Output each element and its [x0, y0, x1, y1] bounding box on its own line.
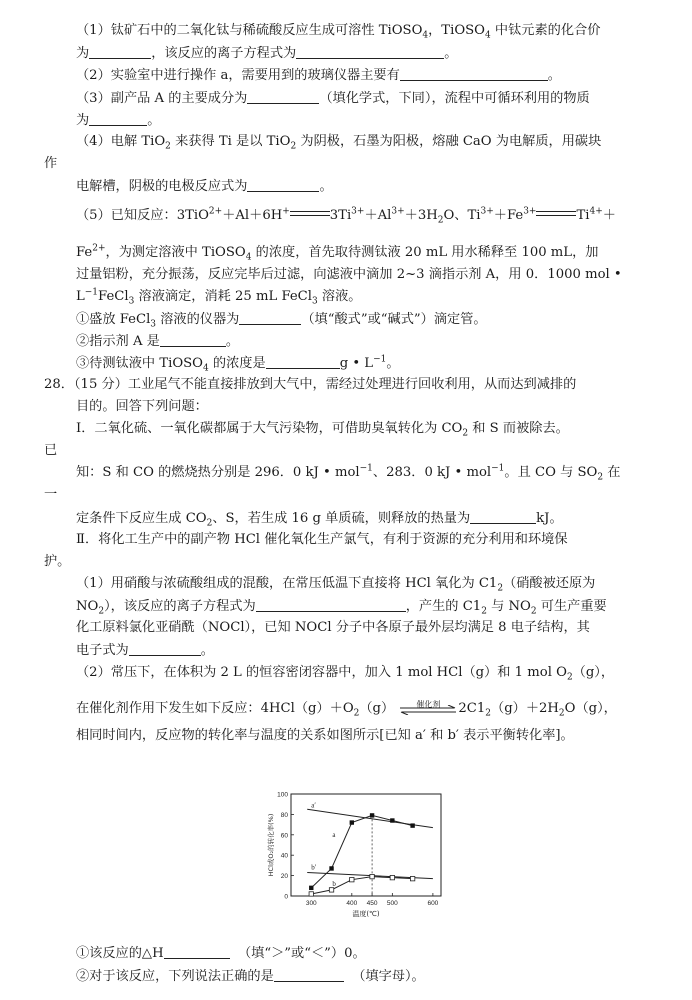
y-axis-label: HCl或O₂的转化率(%) — [267, 813, 275, 877]
q28-part1-line2: 知：S 和 CO 的燃烧热分别是 296．0 kJ • mol$^{-1}$、283．0 kJ • mol$^{-1}$。且 CO 与 $SO_2$ 在 — [76, 463, 621, 483]
q28-ii2-sub2: ②对于该反应，下列说法正确的是 （填字母）。 — [76, 969, 425, 984]
answer-blank[interactable] — [164, 944, 230, 959]
series-a-point — [309, 886, 313, 890]
q28-ii2-equation: 在催化剂作用下发生如下反应：$4HCl(g)+O_2(g)$ 催化剂 $2C1_2(g)+2H_2O(g)$， — [76, 696, 617, 718]
answer-blank[interactable] — [256, 597, 406, 612]
q27-sub3: ③待测钛液中 TiOSO$_4$ 的浓度是 g • $L^{-1}$。 — [76, 354, 400, 374]
y-tick-label: 80 — [280, 811, 288, 819]
q28-ii2-line3: 相同时间内，反应物的转化率与温度的关系如图所示[已知 a′ 和 b′ 表示平衡转化率]。 — [76, 728, 574, 743]
q28-part2-line1: Ⅱ．将化工生产中的副产物 HCl 催化氧化生产氯气，有利于资源的充分利用和环境保 — [76, 532, 568, 547]
answer-blank[interactable] — [247, 89, 319, 104]
answer-blank[interactable] — [400, 66, 548, 81]
q27-p1-line1: （1）钛矿石中的二氧化钛与稀硫酸反应生成可溶性 TiOSO$_4$，TiOSO$_4$ 中钛元素的化合价 — [76, 23, 601, 41]
q28-ii2-sub1: ①该反应的△H （填“＞”或“＜”）0。 — [76, 946, 366, 961]
series-name-label: b′ — [311, 863, 317, 872]
equals-arrow — [536, 208, 576, 220]
q28-heading: 28．（15 分）工业尾气不能直接排放到大气中，需经过处理进行回收利用，从而达到减排的 — [44, 377, 577, 392]
answer-blank[interactable] — [239, 310, 301, 325]
series-name-label: b — [332, 879, 336, 888]
q28-ii2-line1: （2）常压下，在体积为 2 L 的恒容密闭容器中，加入 1 mol HCl（g）和 1 mol $O_2(g)$， — [76, 665, 615, 683]
series-4-line — [311, 877, 412, 894]
x-axis-label: 温度(℃) — [352, 910, 380, 918]
series-a-point — [390, 818, 394, 822]
series-b-point — [350, 877, 354, 881]
series-b-point — [410, 876, 414, 880]
y-tick-label: 40 — [280, 852, 288, 860]
q28-ii1-line3: 化工原料氯化亚硝酰（NOCl），已知 NOCl 分子中各原子最外层均满足 8 电子结构，其 — [76, 620, 590, 635]
q27-p1-line2: 为 ，该反应的离子方程式为 。 — [76, 46, 458, 61]
x-tick-label: 500 — [386, 900, 398, 907]
answer-blank[interactable] — [247, 177, 319, 192]
q28-ii1-line4: 电子式为 。 — [76, 643, 214, 658]
answer-blank[interactable] — [160, 332, 226, 347]
q27-p4-line1: （4）电解 TiO$_2$ 来获得 Ti 是以 TiO$_2$ 为阴极，石墨为阳极，熔融 CaO 为电解质，用碳块 — [76, 134, 602, 152]
q28-ii1-line1: （1）用硝酸与浓硫酸组成的混酸，在常压低温下直接将 HCl 氧化为 $C1_2$（硝酸被还原为 — [76, 576, 596, 594]
plot-frame — [291, 794, 441, 896]
q27-p5-line4: $L^{-1}FeCl_3$ 溶液滴定，消耗 25 mL FeCl$_3$ 溶液。 — [76, 287, 362, 307]
q28-part1-line3: 定条件下反应生成 $CO_2$、S，若生成 16 g 单质硫，则释放的热量为 kJ。 — [76, 511, 563, 529]
answer-blank[interactable] — [266, 354, 340, 369]
series-name-label: a — [332, 830, 336, 839]
q27-p4-wrap: 作 — [44, 156, 58, 171]
q27-p3-line1: （3）副产品 A 的主要成分为 （填化学式，下同），流程中可循环利用的物质 — [76, 91, 590, 106]
series-name-label: a′ — [311, 801, 316, 810]
x-tick-label: 450 — [366, 900, 378, 907]
q28-part1-wrap2: 一 — [44, 487, 58, 502]
series-b-point — [370, 874, 374, 878]
x-tick-label: 400 — [346, 900, 358, 907]
q27-sub1: ①盛放 FeCl$_3$ 溶液的仪器为 （填“酸式”或“碱式”）滴定管。 — [76, 312, 487, 330]
series-b-point — [329, 888, 333, 892]
series-a-point — [370, 813, 374, 817]
equals-arrow — [290, 208, 330, 220]
q28-part1-wrap1: 已 — [44, 443, 58, 458]
q27-p5-line3: 过量铝粉，充分振荡，反应完毕后过滤，向滤液中滴加 2~3 滴指示剂 A，用 0．1000 mol • — [76, 267, 622, 282]
q27-p2: （2）实验室中进行操作 a，需要用到的玻璃仪器主要有 。 — [76, 68, 561, 83]
plot-area — [266, 792, 441, 919]
series-b-point — [309, 892, 313, 896]
answer-blank[interactable] — [296, 44, 444, 59]
equilibrium-arrow-icon — [398, 705, 458, 715]
q27-p5-line2: $Fe^{2+}$，为测定溶液中 TiOSO$_4$ 的浓度，首先取待测钛液 20 mL 用水稀释至 100 mL，加 — [76, 243, 599, 263]
y-tick-label: 60 — [280, 832, 288, 840]
answer-blank[interactable] — [129, 641, 201, 656]
q28-ii1-line2: $NO_2$），该反应的离子方程式为 ，产生的 $C1_2$ 与 $NO_2$ 可生产重要 — [76, 599, 607, 617]
q28-heading-line2: 目的。回答下列问题： — [76, 399, 208, 414]
x-tick-label: 300 — [305, 900, 317, 907]
series-a-point — [329, 866, 333, 870]
catalyst-label: 催化剂 — [416, 700, 441, 709]
answer-blank[interactable] — [89, 44, 151, 59]
q27-p3-line2: 为 。 — [76, 113, 161, 128]
answer-blank[interactable] — [274, 967, 344, 982]
series-a-point — [410, 823, 414, 827]
q28-part1-line1: Ⅰ．二氧化硫、一氧化碳都属于大气污染物，可借助臭氧转化为 $CO_2$ 和 S 而被除去。 — [76, 421, 569, 439]
y-tick-label: 100 — [277, 791, 288, 799]
q27-p4-line2: 电解槽，阴极的电极反应式为 。 — [76, 179, 333, 194]
y-tick-label: 20 — [280, 873, 288, 881]
q28-part2-wrap: 护。 — [44, 554, 71, 569]
series-b-point — [390, 875, 394, 879]
x-tick-label: 600 — [427, 900, 439, 907]
answer-blank[interactable] — [470, 509, 536, 524]
q27-sub2: ②指示剂 A 是 。 — [76, 334, 240, 349]
q27-p5-equation: （5）已知反应：3TiO$^{2+}$＋Al＋6H+ $3Ti^{3+}+Al^{3+}+3H_2O$、$Ti^{3+}+Fe^{3+}$ $Ti^{4+}+$ — [76, 206, 616, 226]
equilibrium-arrow — [398, 696, 458, 718]
y-tick-label: 0 — [284, 893, 288, 901]
series-a-point — [350, 820, 354, 824]
conversion-temperature-chart — [263, 788, 453, 928]
answer-blank[interactable] — [89, 111, 147, 126]
